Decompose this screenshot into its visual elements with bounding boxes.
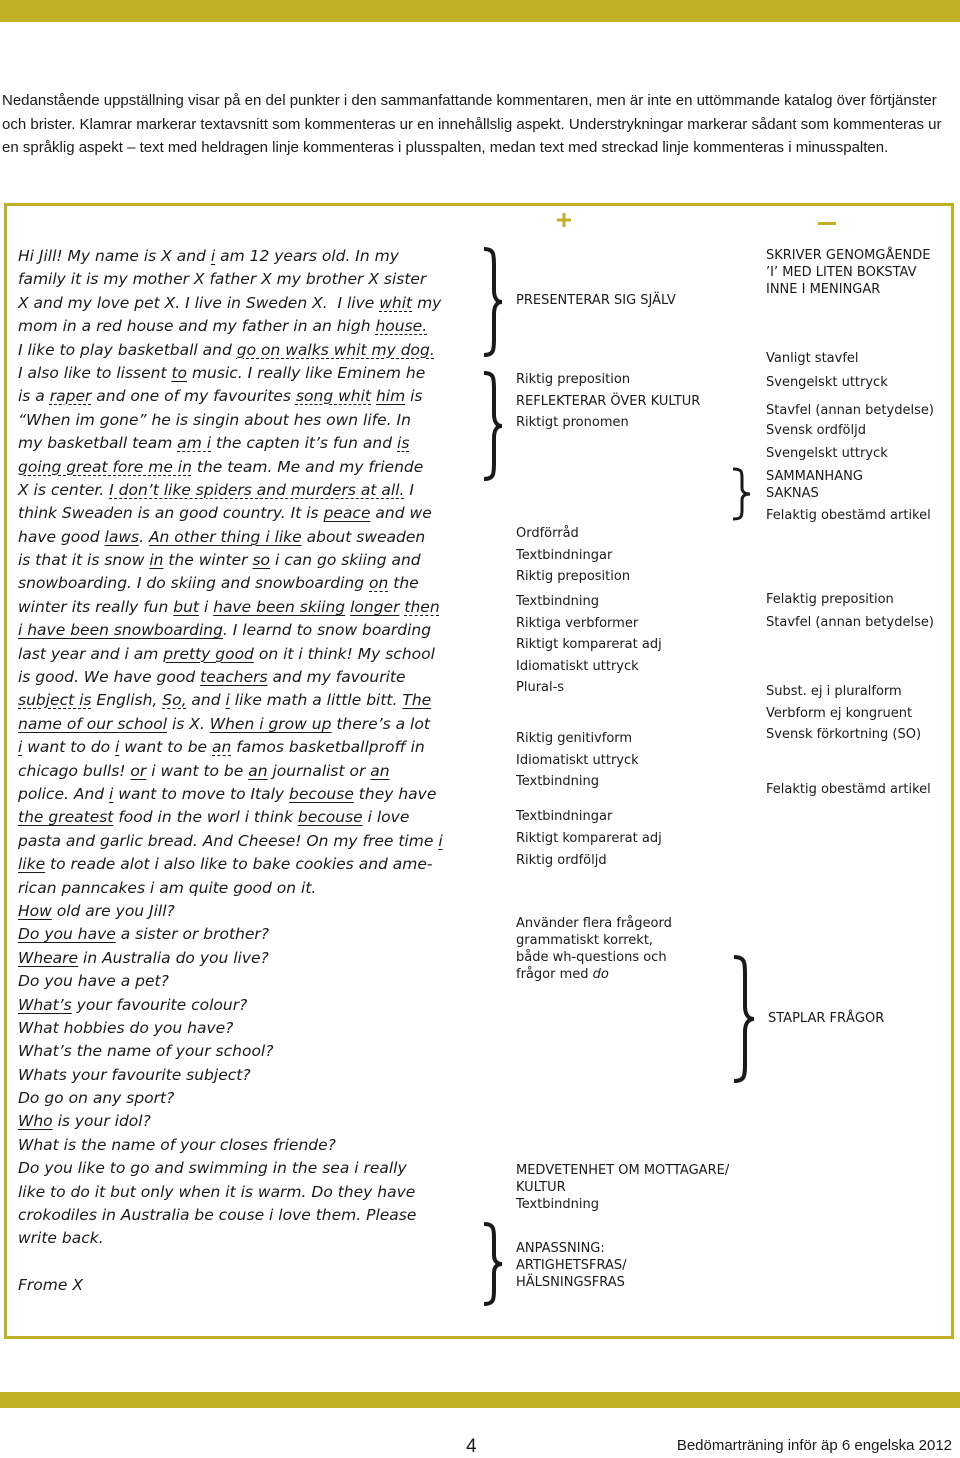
- minus-felaktig-obestamd-1: [766, 507, 931, 524]
- comment: Svengelskt uttryck: [766, 446, 888, 461]
- comment: ’I’ MED LITEN BOKSTAV: [766, 265, 917, 280]
- letter-line: How old are you Jill?: [18, 901, 175, 920]
- comment: Använder flera frågeord: [516, 916, 672, 931]
- letter-line: like to reade alot i also like to bake cookies and ame-: [18, 855, 433, 874]
- comment: Riktig ordföljd: [516, 853, 607, 868]
- letter-line: think Sweaden is an good country. It is peace and we: [18, 504, 432, 523]
- letter-line: my basketball team am i the capten it’s fun and is: [18, 434, 410, 453]
- letter-line: [18, 1251, 488, 1274]
- comment: SAMMANHANG: [766, 469, 863, 484]
- comment: Riktig genitivform: [516, 731, 633, 746]
- comment: SAKNAS: [766, 486, 819, 501]
- letter-line: Do you have a sister or brother?: [18, 925, 270, 944]
- minus-svengelskt-1: [766, 374, 888, 391]
- letter-line: I like to play basketball and go on walks whit my dog.: [18, 340, 435, 359]
- letter-line: like to do it but only when it is warm. Do they have: [18, 1182, 416, 1201]
- comment: Stavfel (annan betydelse): [766, 403, 934, 418]
- letter-line: the greatest food in the worl i think becouse i love: [18, 808, 410, 827]
- letter-line: What’s your favourite colour?: [18, 995, 248, 1014]
- comment: ANPASSNING:: [516, 1241, 605, 1256]
- comment: Plural-s: [516, 680, 565, 695]
- letter-line: Hi Jill! My name is X and i am 12 years old. In my: [18, 247, 399, 265]
- minus-sammanhang: [766, 468, 863, 502]
- student-letter: [18, 245, 488, 1298]
- letter-line: Wheare in Australia do you live?: [18, 948, 269, 967]
- plus-group-5: [516, 806, 662, 872]
- bottom-accent-bar: [0, 1392, 960, 1408]
- comment: Verbform ej kongruent: [766, 705, 913, 721]
- brace-icon: [480, 1221, 506, 1307]
- comment: SKRIVER GENOMGÅENDE: [766, 248, 931, 263]
- comment: grammatiskt korrekt,: [516, 933, 654, 948]
- letter-line: i have been snowboarding. I learnd to snow boarding: [18, 621, 432, 640]
- plus-anpassning: [516, 1240, 627, 1291]
- comment: HÄLSNINGSFRAS: [516, 1275, 625, 1290]
- minus-icon: [818, 222, 836, 225]
- plus-icon: [554, 210, 574, 230]
- minus-stavfel-svensk: [766, 401, 934, 441]
- brace-icon: [730, 954, 758, 1084]
- brace-icon: [480, 370, 506, 482]
- plus-group-2: [516, 523, 630, 588]
- plus-presenterar: [516, 292, 676, 309]
- comment: Vanligt stavfel: [766, 351, 859, 366]
- comment: Felaktig obestämd artikel: [766, 508, 931, 523]
- plus-questions-note: [516, 915, 672, 983]
- letter-line: mom in a red house and my father in an high house.: [18, 317, 428, 336]
- comment: Textbindning: [516, 594, 599, 609]
- comment: Textbindning: [516, 1197, 599, 1212]
- letter-line: What’s the name of your school?: [18, 1042, 274, 1061]
- letter-line: subject is English, So, and i like math a little bitt. The: [18, 691, 432, 710]
- comment: Riktig preposition: [516, 569, 631, 584]
- letter-line: What is the name of your closes friende?: [18, 1135, 336, 1154]
- letter-line: Frome X: [18, 1276, 83, 1295]
- top-accent-bar: [0, 0, 960, 22]
- letter-line: X is center. I don’t like spiders and murders at all. I: [18, 480, 414, 499]
- letter-line: I also like to lissent to music. I really like Eminem he: [18, 363, 426, 382]
- comment: Riktigt komparerat adj: [516, 831, 662, 846]
- minus-vanligt-stavfel: [766, 350, 859, 367]
- comment: Idiomatiskt uttryck: [516, 752, 639, 768]
- comment: Svensk förkortning (SO): [766, 727, 922, 742]
- plus-textbindning: [516, 773, 599, 790]
- comment: Svengelskt uttryck: [766, 375, 888, 390]
- letter-line: going great fore me in the team. Me and my friende: [18, 457, 424, 476]
- plus-group-3: [516, 591, 662, 699]
- minus-skriver: [766, 247, 931, 298]
- comment: Stavfel (annan betydelse): [766, 615, 934, 630]
- letter-line: What hobbies do you have?: [18, 1018, 234, 1037]
- comment: Riktigt pronomen: [516, 415, 629, 430]
- comment: Textbindningar: [516, 547, 613, 563]
- letter-line: X and my love pet X. I live in Sweden X. I live whit my: [18, 293, 442, 312]
- intro-paragraph: Nedanstående uppställning visar på en del punkter i den sammanfattande kommentaren, men är inte en uttömmande katalog över förtjänster och brister. Klamrar markerar textavsnitt som kommenteras ur en innehållslig aspekt. Understrykningar markerar sådant som kommenteras ur en språklig aspekt – text med heldragen linje kommenteras i plusspalten, medan text med streckad linje kommenteras i minusspalten.: [2, 92, 942, 156]
- comment: frågor med do: [516, 967, 609, 982]
- letter-line: i want to do i want to be an famos basketballproff in: [18, 738, 425, 757]
- comment: MEDVETENHET OM MOTTAGARE/: [516, 1163, 730, 1178]
- letter-line: crokodiles in Australia be couse i love them. Please: [18, 1206, 417, 1225]
- comment: Riktig preposition: [516, 372, 631, 387]
- brace-icon: [730, 466, 754, 522]
- comment: Svensk ordföljd: [766, 423, 866, 438]
- letter-line: family it is my mother X father X my brother X sister: [18, 270, 427, 289]
- letter-line: snowboarding. I do skiing and snowboarding on the: [18, 574, 419, 593]
- comment: Textbindning: [516, 774, 599, 789]
- letter-line: Who is your idol?: [18, 1112, 151, 1131]
- letter-line: Do go on any sport?: [18, 1089, 175, 1108]
- plus-medvetenhet: [516, 1162, 729, 1213]
- letter-line: winter its really fun but i have been skiing longer then: [18, 597, 440, 616]
- minus-stavfel-2: [766, 614, 934, 631]
- letter-line: is good. We have good teachers and my favourite: [18, 668, 406, 687]
- minus-group-subst: [766, 681, 921, 746]
- letter-line: is that it is snow in the winter so i can go skiing and: [18, 551, 421, 570]
- letter-line: rican panncakes i am quite good on it.: [18, 878, 317, 897]
- comment: Subst. ej i pluralform: [766, 684, 902, 699]
- comment: Idiomatiskt uttryck: [516, 658, 639, 674]
- comment: STAPLAR FRÅGOR: [768, 1011, 885, 1026]
- comment: Felaktig obestämd artikel: [766, 782, 931, 797]
- letter-line: have good laws. An other thing i like about sweaden: [18, 527, 426, 546]
- letter-line: Do you have a pet?: [18, 972, 169, 991]
- minus-felaktig-obestamd-2: [766, 781, 931, 798]
- plus-group-1: [516, 369, 700, 434]
- comment: Ordförråd: [516, 526, 579, 541]
- letter-line: pasta and garlic bread. And Cheese! On my free time i: [18, 831, 443, 850]
- comment: INNE I MENINGAR: [766, 282, 881, 297]
- letter-line: write back.: [18, 1229, 104, 1248]
- letter-line: police. And i want to move to Italy becouse they have: [18, 784, 437, 803]
- comment: både wh-questions och: [516, 950, 667, 965]
- letter-line: Do you like to go and swimming in the sea i really: [18, 1159, 407, 1178]
- comment: Felaktig preposition: [766, 592, 894, 607]
- minus-svengelskt-2: [766, 445, 888, 462]
- letter-line: chicago bulls! or i want to be an journalist or an: [18, 761, 390, 780]
- letter-line: “When im gone” he is singin about hes own life. In: [18, 410, 411, 429]
- comment: Riktigt komparerat adj: [516, 637, 662, 652]
- letter-line: name of our school is X. When i grow up there’s a lot: [18, 714, 430, 733]
- intro-text: [2, 89, 958, 160]
- comment: Riktiga verbformer: [516, 615, 639, 631]
- comment: Textbindningar: [516, 809, 613, 824]
- footer-title: Bedömarträning inför äp 6 engelska 2012: [676, 1437, 952, 1454]
- plus-group-4: [516, 728, 639, 771]
- comment: PRESENTERAR SIG SJÄLV: [516, 293, 676, 308]
- comment: ARTIGHETSFRAS/: [516, 1258, 627, 1273]
- letter-line: is a raper and one of my favourites song whit him is: [18, 387, 423, 406]
- page-number: 4: [466, 1436, 477, 1457]
- comment: REFLEKTERAR ÖVER KULTUR: [516, 393, 701, 409]
- letter-line: Whats your favourite subject?: [18, 1065, 251, 1084]
- letter-line: last year and i am pretty good on it i think! My school: [18, 644, 435, 663]
- comment: KULTUR: [516, 1180, 566, 1195]
- minus-staplar: [768, 1010, 884, 1027]
- minus-felaktig-preposition: [766, 591, 894, 608]
- brace-icon: [480, 246, 506, 358]
